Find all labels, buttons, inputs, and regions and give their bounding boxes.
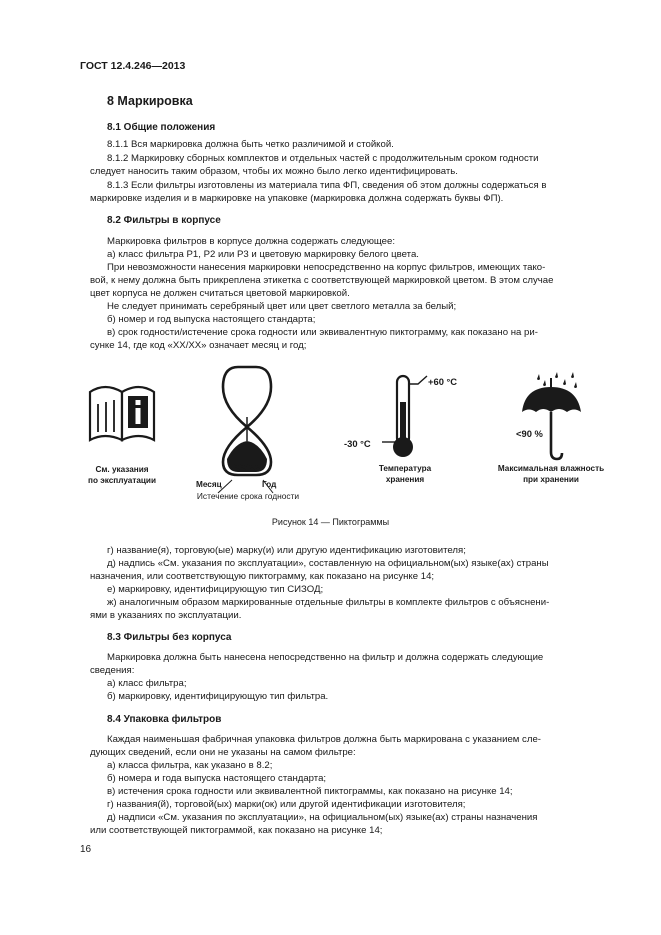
- figure-caption: Рисунок 14 — Пиктограммы: [271, 517, 390, 527]
- list-item: ж) аналогичным образом маркированные отдельные фильтры в комплекте фильтров с объяснени-: [107, 597, 550, 608]
- paragraph: 8.1.2 Маркировку сборных комплектов и отдельных частей с продолжительным сроком годности: [107, 153, 539, 164]
- list-item: сунке 14, где код «ХХ/ХХ» означает месяц и год;: [90, 340, 307, 351]
- list-item: д) надписи «См. указания по эксплуатации», на официальном(ых) языке(ах) страны назначения: [107, 812, 538, 823]
- pictogram-label-instructions: [72, 464, 172, 486]
- section-8-title: 8 Маркировка: [107, 94, 193, 108]
- umbrella-rain-icon: [522, 372, 581, 459]
- label-line: См. указания: [95, 465, 149, 474]
- paragraph: 8.1.3 Если фильтры изготовлены из материала типа ФП, сведения об этом должны содержаться в: [107, 180, 547, 191]
- label-line: Температура: [378, 464, 432, 473]
- hourglass-icon: [218, 367, 273, 493]
- list-item: а) класс фильтра Р1, Р2 или Р3 и цветовую маркировку белого цвета.: [107, 249, 419, 260]
- document-header: ГОСТ 12.4.246—2013: [80, 60, 186, 72]
- list-item: б) номер и год выпуска настоящего стандарта;: [107, 314, 316, 325]
- paragraph: цвет корпуса не должен считаться цветовой маркировкой.: [90, 288, 350, 299]
- list-item: а) класса фильтра, как указано в 8.2;: [107, 760, 273, 771]
- paragraph: следует наносить таким образом, чтобы их можно было легко идентифицировать.: [90, 166, 458, 177]
- paragraph: маркировке изделия и в маркировке на упаковке (маркировка должна содержать буквы ФП).: [90, 193, 504, 204]
- list-item: е) маркировку, идентифицирующую тип СИЗОД;: [107, 584, 324, 595]
- paragraph: 8.1.1 Вся маркировка должна быть четко различимой и стойкой.: [107, 139, 394, 150]
- max-temperature-label: +60 °С: [428, 376, 458, 387]
- pictogram-label-humidity: [486, 463, 616, 485]
- list-item: а) класс фильтра;: [107, 678, 187, 689]
- paragraph: Не следует принимать серебряный цвет или цвет светлого металла за белый;: [107, 301, 457, 312]
- section-8-3-title: 8.3 Фильтры без корпуса: [107, 632, 232, 643]
- expiry-code: XX/XX: [233, 462, 261, 472]
- paragraph: Маркировка должна быть нанесена непосредственно на фильтр и должна содержать следующие: [107, 652, 544, 663]
- expiry-year-label: Год: [262, 480, 277, 489]
- list-item: назначения, или соответствующую пиктограмму, как показано на рисунке 14;: [90, 571, 435, 582]
- paragraph: сведения:: [90, 665, 135, 676]
- list-item: б) маркировку, идентифицирующую тип фильтра.: [107, 691, 329, 702]
- paragraph: При невозможности нанесения маркировки непосредственно на корпус фильтров, имеющих тако-: [107, 262, 546, 273]
- list-item: ями в указаниях по эксплуатации.: [90, 610, 242, 621]
- page-number: 16: [80, 844, 92, 855]
- thermometer-icon: [382, 376, 427, 457]
- expiry-month-label: Месяц: [196, 480, 222, 489]
- list-item: или соответствующей пиктограммой, как показано на рисунке 14;: [90, 825, 383, 836]
- label-line: по эксплуатации: [88, 476, 156, 485]
- paragraph: Маркировка фильтров в корпусе должна содержать следующее:: [107, 236, 396, 247]
- list-item: д) надпись «См. указания по эксплуатации», составленную на официальном(ых) языке(ах) страны: [107, 558, 549, 569]
- instructions-book-icon: [90, 387, 154, 440]
- humidity-value-label: <90 %: [516, 428, 543, 439]
- paragraph: вой, к нему должна быть прикреплена этикетка с соответствующей маркировкой цветом. В этом случае: [90, 275, 554, 286]
- list-item: б) номера и года выпуска настоящего стандарта;: [107, 773, 327, 784]
- pictogram-label-temperature: [360, 463, 450, 485]
- list-item: г) название(я), торговую(ые) марку(и) или другую идентификацию изготовителя;: [107, 545, 466, 556]
- section-8-2-title: 8.2 Фильтры в корпусе: [107, 215, 221, 226]
- paragraph: дующих сведений, если они не указаны на самом фильтре:: [90, 747, 356, 758]
- paragraph: Каждая наименьшая фабричная упаковка фильтров должна быть маркирована с указанием сле-: [107, 734, 541, 745]
- label-line: Максимальная влажность: [497, 464, 605, 473]
- label-line: хранения: [385, 475, 425, 484]
- list-item: г) названия(й), торговой(ых) марки(ок) или другой идентификации изготовителя;: [107, 799, 466, 810]
- label-line: при хранении: [523, 475, 579, 484]
- min-temperature-label: -30 °С: [344, 438, 371, 449]
- list-item: в) истечения срока годности или эквивалентной пиктограммы, как показано на рисунке 14;: [107, 786, 513, 797]
- list-item: в) срок годности/истечение срока годности или эквивалентную пиктограмму, как показано на ри-: [107, 327, 538, 338]
- section-8-4-title: 8.4 Упаковка фильтров: [107, 714, 222, 725]
- pictogram-label-expiry: Истечение срока годности: [196, 491, 300, 501]
- section-8-1-title: 8.1 Общие положения: [107, 122, 216, 133]
